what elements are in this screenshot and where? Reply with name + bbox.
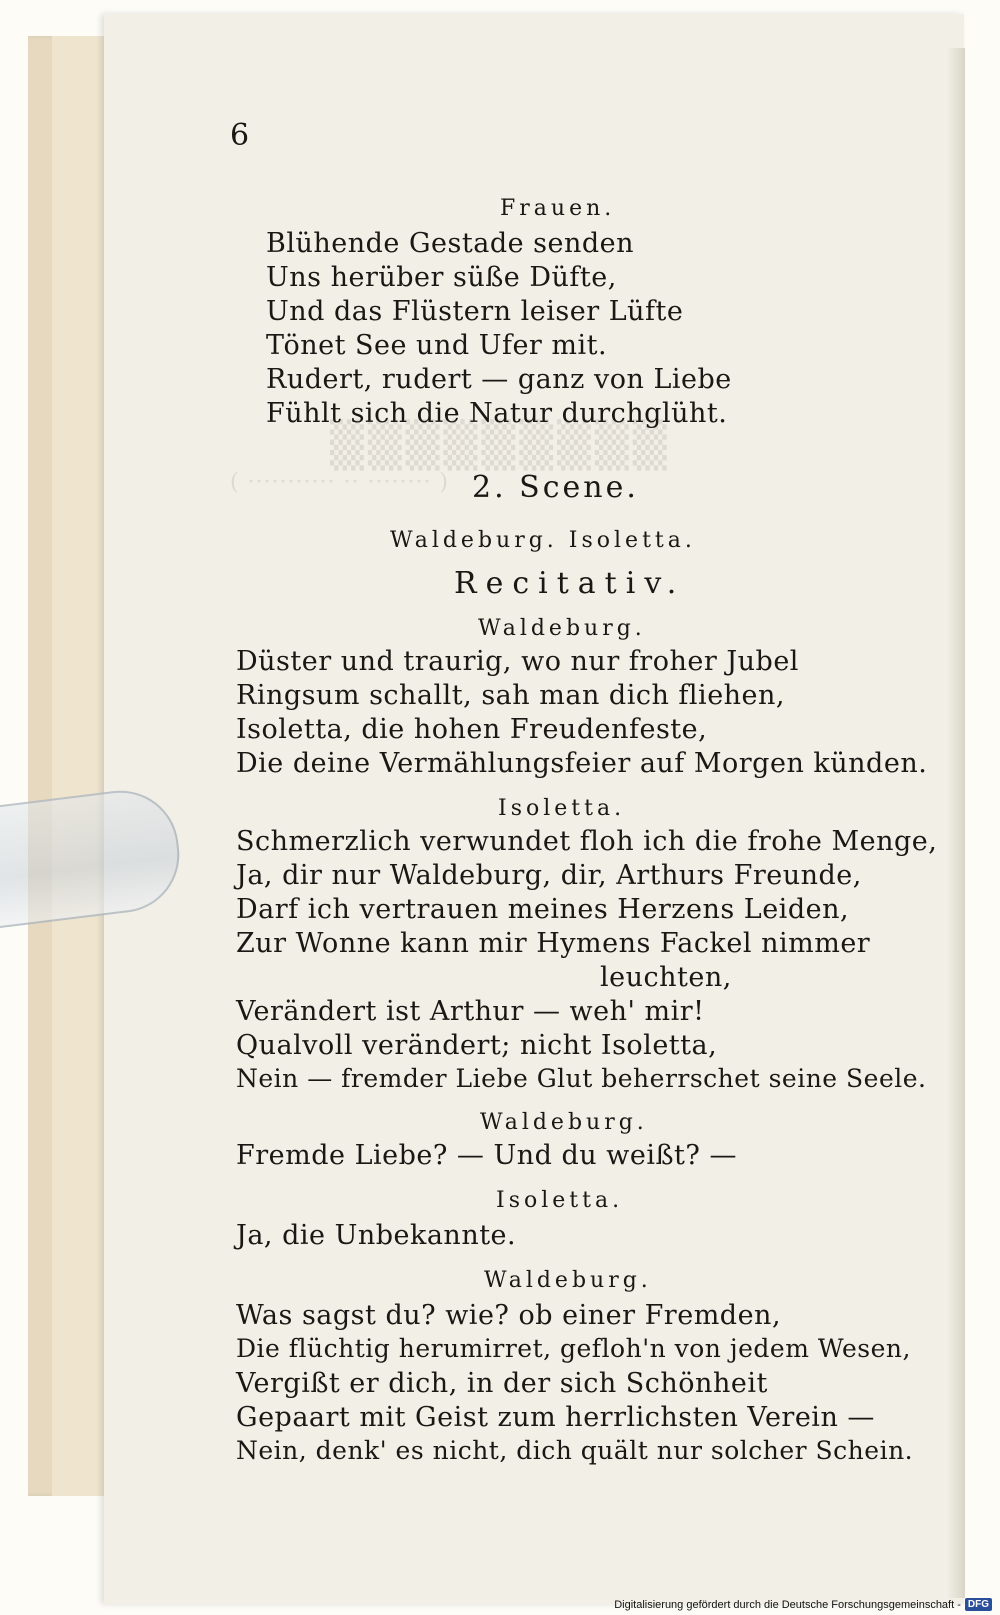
verse-line: Verändert ist Arthur — weh' mir! bbox=[236, 996, 705, 1027]
verse-line: Düster und traurig, wo nur froher Jubel bbox=[236, 646, 799, 677]
verse-line: Qualvoll verändert; nicht Isoletta, bbox=[236, 1030, 718, 1061]
verse-line: Rudert, rudert — ganz von Liebe bbox=[266, 364, 732, 395]
verse-line: leuchten, bbox=[600, 962, 732, 993]
scene-title: 2. Scene. bbox=[472, 470, 639, 505]
section-title: Recitativ. bbox=[454, 566, 686, 601]
verse-line: Ja, die Unbekannte. bbox=[236, 1220, 517, 1251]
scene-characters: Waldeburg. Isoletta. bbox=[390, 528, 696, 553]
verse-line: Ja, dir nur Waldeburg, dir, Arthurs Freunde, bbox=[236, 860, 862, 891]
bleed-through-heading: ▒▒▒▒▒▒▒▒▒ bbox=[330, 420, 671, 471]
verse-line: Uns herüber süße Düfte, bbox=[266, 262, 617, 293]
verse-line: Ringsum schallt, sah man dich fliehen, bbox=[236, 680, 786, 711]
verse-line: Fühlt sich die Natur durchglüht. bbox=[266, 398, 728, 429]
speaker-heading: Waldeburg. bbox=[478, 616, 646, 641]
verse-line: Zur Wonne kann mir Hymens Fackel nimmer bbox=[236, 928, 871, 959]
speaker-heading: Isoletta. bbox=[498, 796, 626, 821]
verse-line: Blühende Gestade senden bbox=[266, 228, 635, 259]
verse-line: Was sagst du? wie? ob einer Fremden, bbox=[236, 1300, 782, 1331]
credit-text: Digitalisierung gefördert durch die Deutsche Forschungsgemeinschaft - bbox=[614, 1598, 961, 1611]
bleed-through-line: ( ··········· ·· ········ ) bbox=[230, 470, 449, 495]
verse-line: Schmerzlich verwundet floh ich die frohe Menge, bbox=[236, 826, 938, 857]
speaker-heading: Waldeburg. bbox=[480, 1110, 648, 1135]
page-number: 6 bbox=[230, 118, 250, 153]
verse-line: Nein — fremder Liebe Glut beherrschet seine Seele. bbox=[236, 1064, 927, 1093]
verse-line: Darf ich vertrauen meines Herzens Leiden, bbox=[236, 894, 850, 925]
verse-line: Und das Flüstern leiser Lüfte bbox=[266, 296, 684, 327]
speaker-heading: Frauen. bbox=[500, 196, 616, 221]
dfg-logo: DFG bbox=[965, 1598, 992, 1611]
verse-line: Tönet See und Ufer mit. bbox=[266, 330, 608, 361]
speaker-heading: Waldeburg. bbox=[484, 1268, 652, 1293]
verse-line: Isoletta, die hohen Freudenfeste, bbox=[236, 714, 708, 745]
page-right-edge bbox=[945, 48, 965, 1598]
verse-line: Vergißt er dich, in der sich Schönheit bbox=[236, 1368, 768, 1399]
verse-line: Gepaart mit Geist zum herrlichsten Verein — bbox=[236, 1402, 875, 1433]
verse-line: Die flüchtig herumirret, gefloh'n von jedem Wesen, bbox=[236, 1334, 911, 1363]
digitization-credit bbox=[614, 1598, 992, 1611]
verse-line: Nein, denk' es nicht, dich quält nur solcher Schein. bbox=[236, 1436, 914, 1465]
verse-line: Die deine Vermählungsfeier auf Morgen künden. bbox=[236, 748, 928, 779]
speaker-heading: Isoletta. bbox=[496, 1188, 624, 1213]
verse-line: Fremde Liebe? — Und du weißt? — bbox=[236, 1140, 737, 1171]
